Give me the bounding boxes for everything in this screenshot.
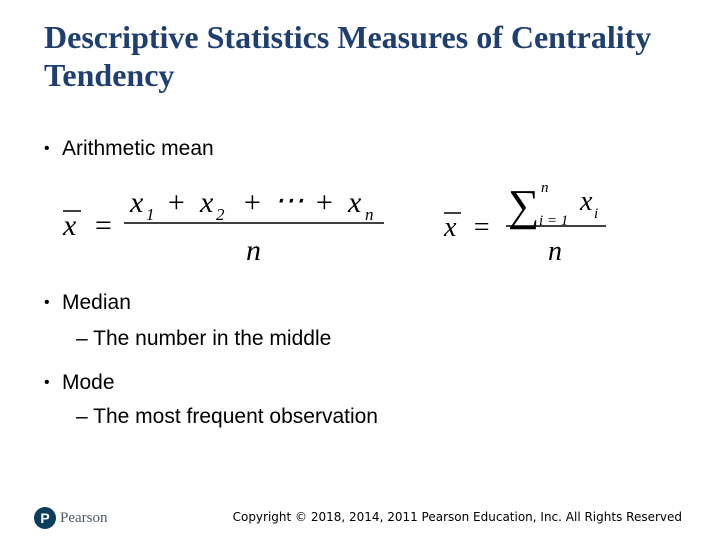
slide-title: Descriptive Statistics Measures of Centrality Tendency	[44, 19, 652, 93]
mean-formula-summation	[438, 176, 618, 270]
num-sub-n: n	[365, 205, 374, 224]
sum-term-x: x	[580, 186, 593, 217]
bullet-label: Mode	[62, 371, 115, 394]
lhs-x: x	[444, 212, 457, 243]
sub-dash: –	[76, 327, 88, 350]
denominator-n: n	[246, 234, 261, 267]
sigma-lower: i = 1	[539, 213, 569, 229]
sigma-upper: n	[541, 180, 549, 196]
lhs-x: x	[63, 209, 77, 242]
mean-formula-expanded	[58, 180, 398, 270]
num-sub-1: 1	[146, 205, 155, 224]
bullet-dot: •	[44, 294, 50, 311]
sub-item-mode	[76, 404, 378, 430]
pearson-logo-icon: P	[34, 507, 56, 529]
bullet-dot: •	[44, 374, 50, 391]
bullet-dot: •	[44, 140, 50, 157]
sub-dash: –	[76, 405, 88, 428]
pearson-logo-word: Pearson	[60, 509, 108, 526]
num-plus-1: +	[166, 186, 187, 219]
bullet-label: Median	[62, 291, 131, 314]
bullet-label: Arithmetic mean	[62, 137, 214, 160]
sub-item-median	[76, 326, 331, 352]
sub-text: The number in the middle	[93, 327, 332, 350]
bullet-median	[44, 290, 131, 316]
num-x2: x	[200, 186, 214, 219]
num-x1: x	[130, 186, 144, 219]
sum-term-sub: i	[594, 206, 599, 222]
copyright-notice: Copyright © 2018, 2014, 2011 Pearson Education, Inc. All Rights Reserved	[232, 510, 682, 524]
sub-text: The most frequent observation	[93, 405, 378, 428]
num-plus-3: +	[314, 186, 335, 219]
num-xn: x	[348, 186, 362, 219]
num-sub-2: 2	[216, 205, 225, 224]
equals-sign: =	[93, 209, 114, 242]
bullet-arithmetic-mean	[44, 136, 214, 162]
denominator-n: n	[548, 236, 562, 267]
num-plus-2: +	[242, 186, 263, 219]
bullet-mode	[44, 370, 115, 396]
equals-sign: =	[472, 212, 491, 243]
num-dots: ⋯	[274, 184, 304, 217]
sigma-symbol: ∑	[508, 181, 540, 230]
pearson-logo	[34, 506, 108, 530]
